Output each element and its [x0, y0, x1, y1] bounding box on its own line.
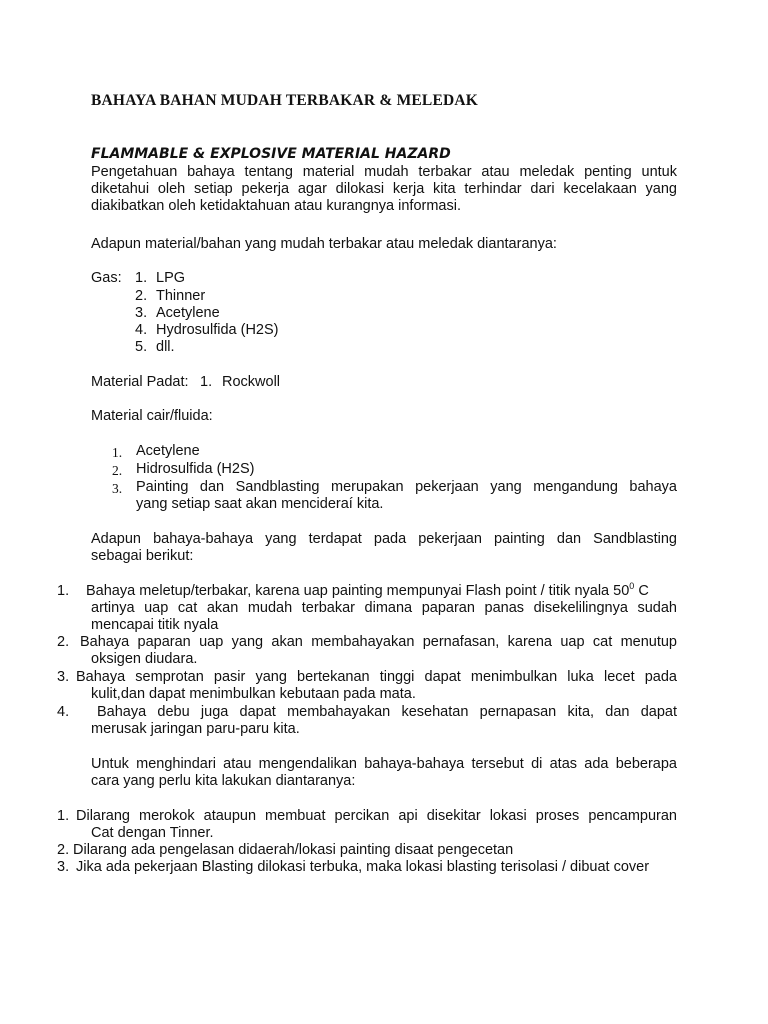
liquid-label: Material cair/fluida:: [91, 408, 213, 424]
hazard-text: Bahaya meletup/terbakar, karena uap painting mempunyai Flash point / titik nyala 50: [86, 583, 630, 599]
gas-item: LPG: [156, 270, 186, 286]
hazard-line: kulit,dan dapat menimbulkan kebutaan pada mata.: [91, 686, 416, 702]
gas-label: Gas:: [91, 270, 122, 286]
gas-item: Hydrosulfida (H2S): [156, 322, 279, 338]
hazard-line: Bahaya semprotan pasir yang bertekanan tinggi dapat menimbulkan luka lecet pada: [76, 669, 677, 685]
intro-line: diketahui oleh setiap pekerja agar dilokasi kerja kita terhindar dari kecelakaan yang: [91, 181, 677, 197]
gas-item: Thinner: [156, 288, 206, 304]
hazard-number: 4.: [57, 704, 70, 720]
hazard-line: oksigen diudara.: [91, 651, 198, 667]
gas-item-number: 3.: [135, 305, 148, 321]
prevention-number: 3.: [57, 859, 70, 875]
hazard-line: Bahaya paparan uap yang akan membahayakan pernafasan, karena uap cat menutup: [80, 634, 677, 650]
hazard-number: 3.: [57, 669, 70, 685]
hazard-first-line: [86, 583, 649, 600]
prevention-line: Dilarang ada pengelasan didaerah/lokasi painting disaat pengecetan: [73, 842, 514, 858]
liquid-item: Acetylene: [136, 443, 200, 459]
prevention-intro-line: cara yang perlu kita lakukan diantaranya:: [91, 773, 356, 789]
prevention-first-line: [76, 808, 677, 825]
hazard-line: Bahaya debu juga dapat membahayakan kesehatan pernapasan kita, dan dapat: [97, 704, 677, 720]
gas-item-number: 1.: [135, 270, 148, 286]
gas-item: dll.: [156, 339, 175, 355]
liquid-item: [136, 479, 677, 513]
liquid-item-line: Painting dan Sandblasting merupakan pekerjaan yang mengandung bahaya: [136, 479, 677, 495]
intro-line: diakibatkan oleh ketidaktahuan atau kurangnya informasi.: [91, 198, 461, 214]
hazard-superscript: 0: [629, 581, 635, 591]
gas-item-number: 5.: [135, 339, 148, 355]
intro-paragraph: [91, 164, 677, 215]
prevention-line: Dilarang merokok ataupun membuat percikan api disekitar lokasi proses pencampuran: [76, 808, 677, 824]
gas-item: Acetylene: [156, 305, 220, 321]
materials-intro: Adapun material/bahan yang mudah terbakar atau meledak diantaranya:: [91, 236, 557, 252]
prevention-intro: [91, 756, 677, 790]
prevention-line: Jika ada pekerjaan Blasting dilokasi terbuka, maka lokasi blasting terisolasi / dibuat cover: [76, 859, 650, 875]
solid-label: Material Padat:: [91, 374, 189, 390]
prevention-number: 2.: [57, 842, 70, 858]
liquid-item-line: yang setiap saat akan mencideraí kita.: [136, 496, 384, 512]
hazard-first-line: [97, 704, 677, 721]
hazards-intro: [91, 531, 677, 565]
prevention-intro-line: Untuk menghindari atau mengendalikan bahaya-bahaya tersebut di atas ada beberapa: [91, 756, 677, 772]
prevention-number: 1.: [57, 808, 70, 824]
hazards-intro-line: sebagai berikut:: [91, 548, 194, 564]
document-subtitle: FLAMMABLE & EXPLOSIVE MATERIAL HAZARD: [91, 146, 451, 162]
liquid-item-number: 1.: [112, 445, 123, 460]
hazard-line: merusak jaringan paru-paru kita.: [91, 721, 300, 737]
hazard-number: 1.: [57, 583, 70, 599]
gas-item-number: 2.: [135, 288, 148, 304]
solid-item-number: 1.: [200, 374, 213, 390]
prevention-line: Cat dengan Tinner.: [91, 825, 214, 841]
solid-item: Rockwoll: [222, 374, 281, 390]
hazard-first-line: [76, 669, 677, 686]
liquid-item: Hidrosulfida (H2S): [136, 461, 255, 477]
gas-item-number: 4.: [135, 322, 148, 338]
hazard-first-line: [80, 634, 677, 651]
document-title: BAHAYA BAHAN MUDAH TERBAKAR & MELEDAK: [91, 92, 479, 109]
liquid-item-number: 3.: [112, 481, 123, 496]
hazard-line: mencapai titik nyala: [91, 617, 219, 633]
intro-line: Pengetahuan bahaya tentang material mudah terbakar atau meledak penting untuk: [91, 164, 677, 180]
hazard-continuation: [91, 600, 677, 634]
hazards-intro-line: Adapun bahaya-bahaya yang terdapat pada pekerjaan painting dan Sandblasting: [91, 531, 677, 547]
hazard-text-suffix: C: [634, 583, 649, 599]
liquid-item-number: 2.: [112, 463, 123, 478]
hazard-line: artinya uap cat akan mudah terbakar dimana paparan panas disekelilingnya sudah: [91, 600, 677, 616]
hazard-number: 2.: [57, 634, 70, 650]
